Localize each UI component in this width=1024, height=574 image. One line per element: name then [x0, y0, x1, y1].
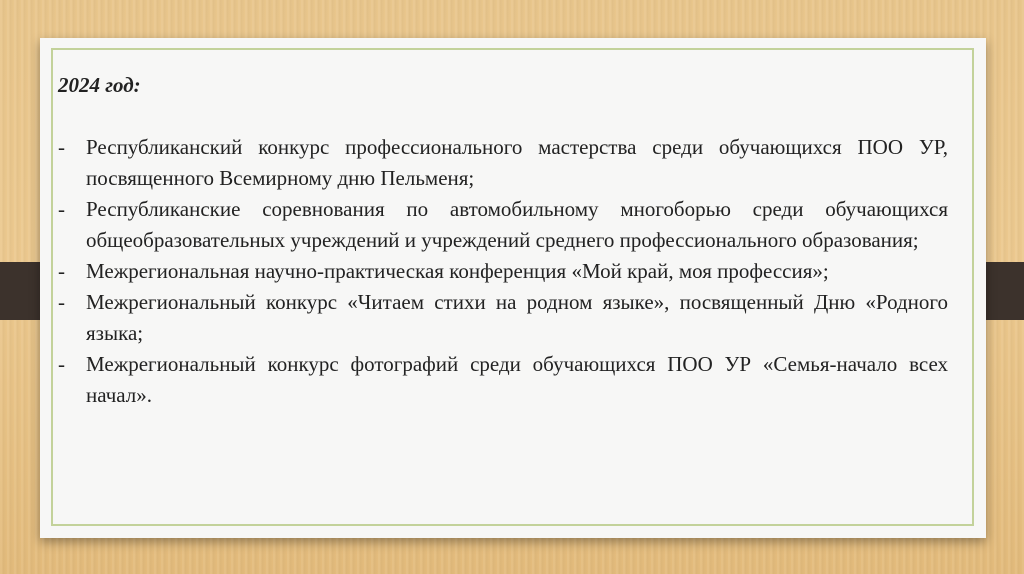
- list-item: [58, 256, 948, 287]
- bullet-dash: -: [58, 259, 65, 283]
- list-item-text: Межрегиональная научно-практическая конференция «Мой край, моя профессия»;: [86, 259, 829, 283]
- bullet-dash: -: [58, 290, 65, 314]
- bullet-dash: -: [58, 352, 65, 376]
- bullet-dash: -: [58, 197, 65, 221]
- events-list: [58, 132, 948, 411]
- list-item-text: Республиканский конкурс профессионального мастерства среди обучающихся ПОО УР, посвященного Всемирному дню Пельменя;: [86, 135, 948, 190]
- list-item: [58, 349, 948, 411]
- slide-heading: 2024 год:: [58, 73, 141, 97]
- list-item: [58, 287, 948, 349]
- list-item: [58, 194, 948, 256]
- list-item-text: Республиканские соревнования по автомобильному многоборью среди обучающихся общеобразовательных учреждений и учреждений среднего профессионального образования;: [86, 197, 948, 252]
- slide-content: [58, 70, 948, 411]
- list-item-text: Межрегиональный конкурс фотографий среди обучающихся ПОО УР «Семья-начало всех начал».: [86, 352, 948, 407]
- list-item: [58, 132, 948, 194]
- bullet-dash: -: [58, 135, 65, 159]
- list-item-text: Межрегиональный конкурс «Читаем стихи на родном языке», посвященный Дню «Родного языка;: [86, 290, 948, 345]
